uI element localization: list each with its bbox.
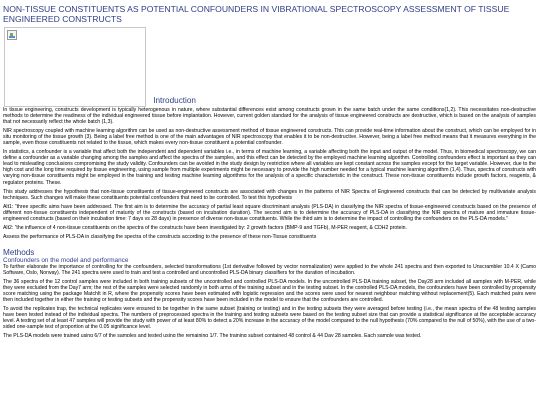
introduction-heading: Introduction [153,96,196,105]
paper-page [3,4,536,340]
methods-body [3,264,536,337]
intro-paragraph: This study addresses the hypothesis that non-tissue constituents of tissue-engineered constructs are associated with changes in the patterns of NIR Spectra of Engineered constructs that can be detected by multivariate analysis techniques. Such changes will make these constituents potential confounders that need to be controlled. To test this hypothesis [3,188,536,201]
intro-paragraph: NIR spectroscopy coupled with machine learning algorithm can be used as non-destructive assessment method of tissue engineered constructs. This can provide real-time information about the construct, which can be employed for in situ monitoring of the tissue growth (3). Being a label free method is one of the main advantages of NIR spectroscopy that enables it to be non-destructive. However, being a label free method means that it measures everything in the sample, even those constituents not related to the tissue, which makes every non-tissue constituent a potential confounder. [3,128,536,147]
figure-placeholder [4,27,146,107]
intro-paragraph: Alt1: “three specific aims have been addressed. The first aim is to determine the accuracy of partial least square discriminant analysis (PLS-DA) in classifying the NIR spectra of tissue-engineered constructs based on the presence of different non-tissue constituents independent of maturity of the constructs (based on incubation duration). The second aim is to determine the accuracy of PLS-DA in classifying the NIR spectra of mature and immature tissue-engineered constructs (based on their incubation time: 7 days vs 28 days) in presence of diverse non-tissue constituents. While the third aim is to determine the impact of controlling the confounders on the PLS-DA models.” [3,203,536,222]
methods-heading: Methods [3,247,35,257]
intro-paragraph: Alt2: “the influence of 4 non-tissue constituents on the spectra of the constructs have been investigated by: 2 growth factors (BMP-9 and TGFb), M-PER reagent, & CDH2 protein. [3,224,407,231]
intro-paragraph: In tissue engineering, constructs development is typically heterogenous in nature, where substantial differences exist among constructs grown in the same batch under the same conditions(1,2). This necessitates non-destructive methods to determine the readiness of the individual engineered tissue before implantation. However, current golden standard for the analysis of tissue engineered constructs are destructive, which is based on the analysis of samples that not necessarily reflect the whole batch (1,3). [3,107,536,126]
methods-paragraph: To avoid the replicates trap, the technical replicates were ensured to be together in the same subset (training or testing) and in the testing subsets they were averaged before testing (i.e., the mean spectra of the 48 testing samples have been tested instead of the individual spectra. The numbers of preprocessed spectra in the training and testing subsets were based on the testing subset size that can provide a statistical significance at the acceptable accuracy level. A testing set of at least 47 samples will provide the study with power of at least 80% to detect a 20% increase in the accuracy of the model compared to the null hypothesis (70% compared to the null of 50%), with the use of a two-sided one-sample test of proportion at the 0.05 significance level. [3,306,536,331]
paper-title: NON-TISSUE CONSTITUENTS AS POTENTIAL CONFOUNDERS IN VIBRATIONAL SPECTROSCOPY ASSESSMENT OF TISSUE ENGINEERED CONSTRUCTS [3,4,510,24]
broken-image-icon [7,30,17,40]
methods-paragraph: To further elaborate the importance of controlling for the confounders, selected transformations (1st derivative followed by vector normalization) were applied to the whole 241 spectra and then exported to Unscrambler 10.4 X (Camo Software, Oslo, Norway). The 241 spectra were used to train and test a controlled and uncontrolled PLS-DA binary classifiers for the duration of incubation. [3,263,536,276]
introduction-block [3,26,536,107]
methods-subsection-heading: Confounders on the model and performance [3,256,129,264]
methods-paragraph: The PLS-DA models were trained using 6/7 of the samples and tested using the remaining 1/7. The training subset contained 48 control & 44 Day 28 samples. Each sample was tested. [3,333,422,338]
introduction-body [3,107,536,240]
intro-paragraph: In statistics, a confounder is a variable that affect both the independent and dependent variables i.e., in terms of machine learning, a variable affecting both the input and output of the model. Thus, in biomedical spectroscopy, we can define a confounder as a variable changing among the samples and affect the spectra of the samples, and this effect can be detected by the employed machine learning algorithm. Controlling confounders effect is important as they can lead to misleading conclusions compromising the study validity. Confounders can be avoided in the study design by restriction where all variables are kept constant across the samples except for the target variable. However, due to the high cost and the long time required by tissue engineering, using sample from multiple experiments might be necessary to provide the high number needed for a typical machine learning algorithm (1,4). Thus, spectra of constructs with varying non-tissue constituents might be employed in the training and testing machine learning algorithms for the analysis of a specific characteristic in the construct. These non-tissue constituents include growth factors, reagents, & regulator proteins. These. [3,149,536,186]
methods-paragraph: The 36 spectra of the 12 control samples were included in both training subsets of the uncontrolled and controlled PLS-DA models. In the uncontrolled PLS-DA training subset, the Day28 arm included all samples with M-PER, while they were excluded from the Day7 arm; the rest of the samples were selected randomly in both arms of the training subset and in the testing subset. In the controlled PLS-DA models, the confounders have been controlled by propensity score matching using the package MatchIt in R, where the propensity scores have been estimated with logistic regression and the scores were used for nearest neighbour matching without replacement(5). Each matched pairs were then included together in either the training or testing subsets and the propensity scores have been included in the model to ensure that the confounders are controlled. [3,278,536,304]
intro-paragraph: Assess the performance of PLS-DA in classifying the spectra of the constructs according to the presence of these non-Tissue constituents [3,233,317,240]
